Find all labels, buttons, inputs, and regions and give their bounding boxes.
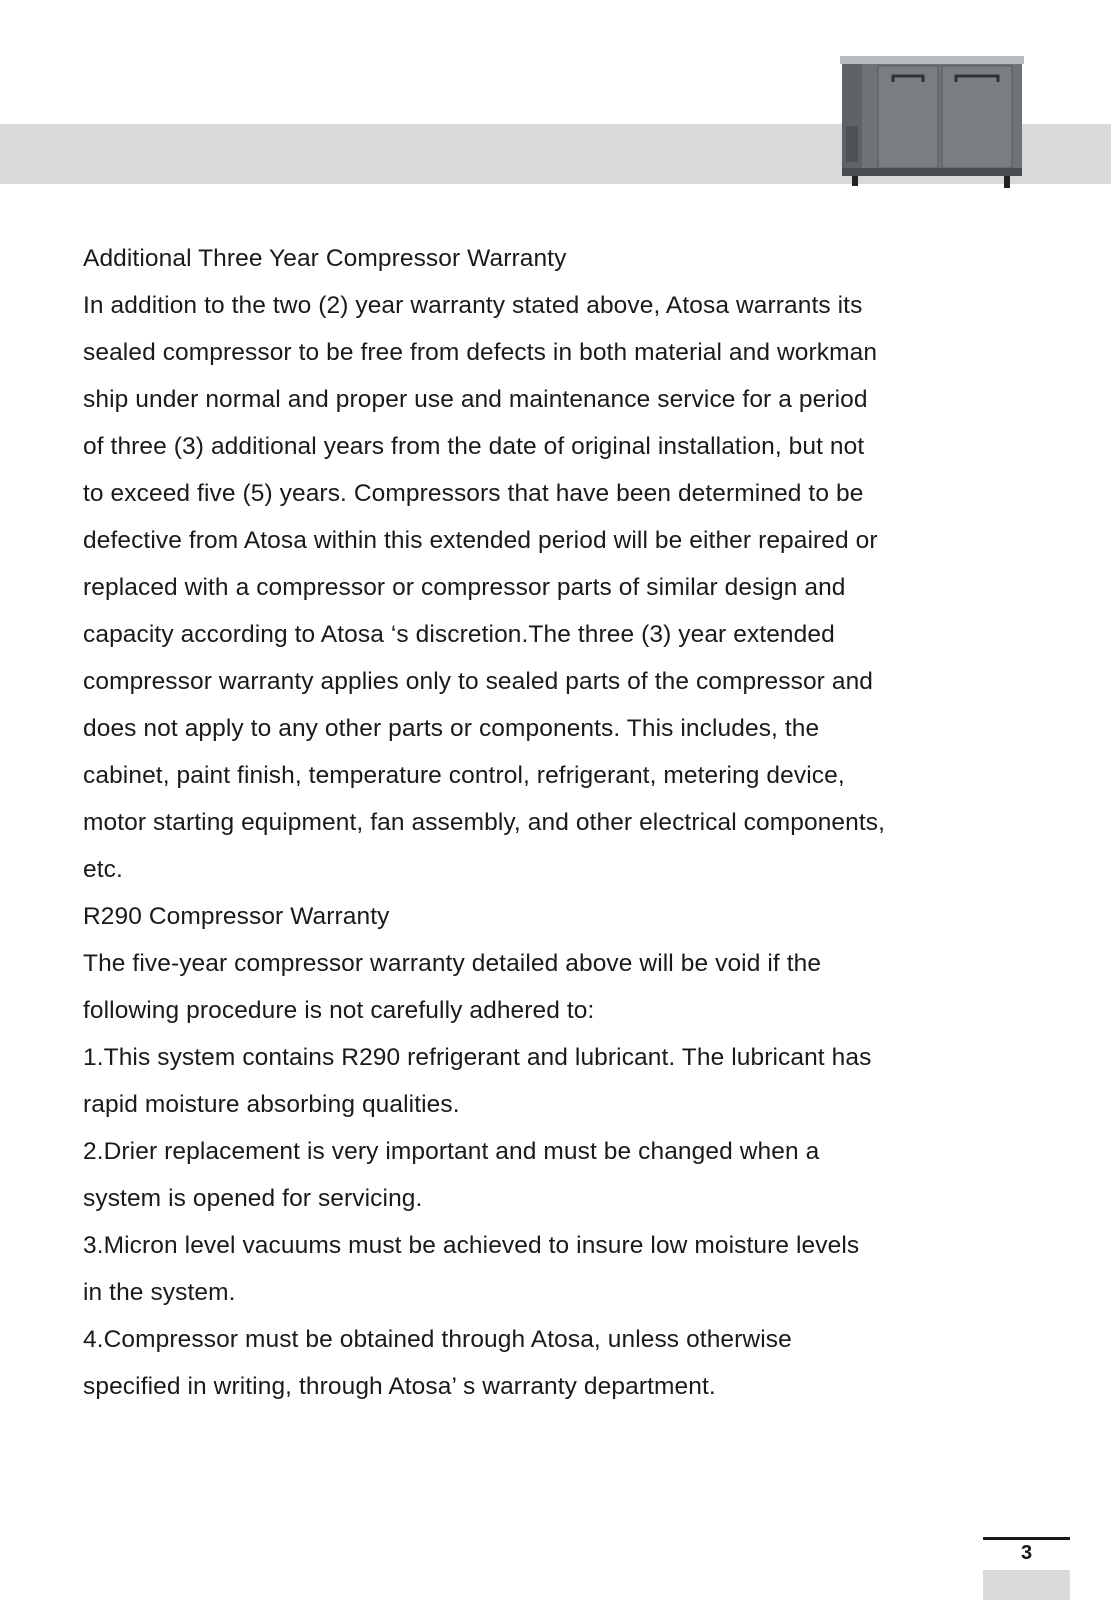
cabinet-top: [840, 56, 1024, 64]
paragraph-line: following procedure is not carefully adhered to:: [83, 997, 595, 1024]
paragraph-line: The five-year compressor warranty detailed above will be void if the: [83, 950, 822, 977]
paragraph-line: to exceed five (5) years. Compressors that have been determined to be: [83, 480, 864, 507]
cabinet-base: [842, 168, 1022, 176]
paragraph-line: capacity according to Atosa ‘s discretion.The three (3) year extended: [83, 621, 835, 648]
page-number: 3: [1020, 1542, 1033, 1564]
list-item-2: 2.Drier replacement is very important and must be changed when a: [83, 1138, 820, 1165]
paragraph-line: sealed compressor to be free from defects in both material and workman: [83, 339, 878, 366]
caster-left: [852, 176, 858, 186]
list-item-3-cont: in the system.: [83, 1279, 236, 1306]
refrigerator-image: [838, 48, 1028, 190]
cabinet-vent: [846, 126, 858, 162]
paragraph-line: cabinet, paint finish, temperature control, refrigerant, metering device,: [83, 762, 845, 789]
cabinet-door-right: [942, 66, 1012, 168]
section-heading-three-year: Additional Three Year Compressor Warranty: [83, 245, 567, 272]
paragraph-line: of three (3) additional years from the date of original installation, but not: [83, 433, 865, 460]
paragraph-line: replaced with a compressor or compressor parts of similar design and: [83, 574, 846, 601]
list-item-3: 3.Micron level vacuums must be achieved to insure low moisture levels: [83, 1232, 860, 1259]
paragraph-line: does not apply to any other parts or components. This includes, the: [83, 715, 820, 742]
list-item-1: 1.This system contains R290 refrigerant and lubricant. The lubricant has: [83, 1044, 872, 1071]
list-item-1-cont: rapid moisture absorbing qualities.: [83, 1091, 460, 1118]
list-item-2-cont: system is opened for servicing.: [83, 1185, 423, 1212]
paragraph-line: In addition to the two (2) year warranty stated above, Atosa warrants its: [83, 292, 863, 319]
cabinet-door-left: [878, 66, 938, 168]
paragraph-line: etc.: [83, 856, 123, 883]
warranty-text: [83, 235, 1073, 1410]
paragraph-line: compressor warranty applies only to sealed parts of the compressor and: [83, 668, 874, 695]
paragraph-line: ship under normal and proper use and maintenance service for a period: [83, 386, 868, 413]
section-heading-r290: R290 Compressor Warranty: [83, 903, 390, 930]
list-item-4: 4.Compressor must be obtained through Atosa, unless otherwise: [83, 1326, 792, 1353]
footer-tab: [983, 1570, 1070, 1600]
caster-right: [1004, 176, 1010, 188]
list-item-4-cont: specified in writing, through Atosa’ s warranty department.: [83, 1373, 716, 1400]
paragraph-line: defective from Atosa within this extended period will be either repaired or: [83, 527, 878, 554]
paragraph-line: motor starting equipment, fan assembly, and other electrical components,: [83, 809, 886, 836]
